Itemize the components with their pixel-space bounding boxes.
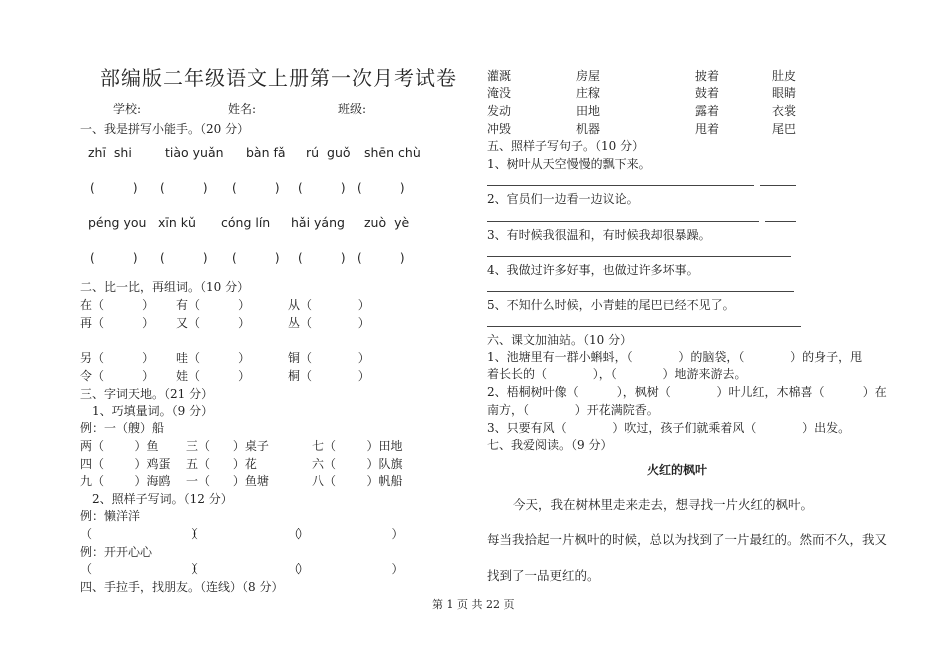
measure-item[interactable]: 六（ ）队旗 xyxy=(312,457,403,471)
answer-line[interactable] xyxy=(487,221,759,222)
answer-line[interactable] xyxy=(765,221,796,222)
match-word[interactable]: 露着 xyxy=(695,104,720,118)
answer-line[interactable] xyxy=(760,185,796,186)
match-word[interactable]: 披着 xyxy=(695,69,720,83)
fill-line[interactable]: 2、梧桐树叶像（ ），枫树（ ）叶儿红，木棉喜（ ）在 xyxy=(487,385,887,399)
section6-heading: 六、课文加油站。（10 分） xyxy=(487,333,633,347)
pinyin-item: zuò yè xyxy=(364,215,410,230)
compare-item[interactable]: 哇（ ） xyxy=(176,351,251,365)
match-word[interactable]: 灌溉 xyxy=(487,69,512,83)
match-word[interactable]: 肚皮 xyxy=(772,69,797,83)
answer-blank[interactable]: ( ) xyxy=(357,181,405,195)
pinyin-item: xīn kǔ xyxy=(158,215,196,230)
measure-item[interactable]: 七（ ）田地 xyxy=(312,439,403,453)
fill-line[interactable]: 3、只要有风（ ）吹过，孩子们就乘着风（ ）出发。 xyxy=(487,421,851,435)
answer-blank[interactable]: ( ) xyxy=(90,251,138,265)
match-word[interactable]: 庄稼 xyxy=(576,86,601,100)
answer-blank[interactable]: （ ） xyxy=(288,527,404,541)
answer-blank[interactable]: ( ) xyxy=(298,251,346,265)
compare-item[interactable]: 铜（ ） xyxy=(288,351,370,365)
answer-line[interactable] xyxy=(487,256,791,257)
compare-item[interactable]: 另（ ） xyxy=(80,351,155,365)
match-word[interactable]: 尾巴 xyxy=(772,122,797,136)
answer-blank[interactable]: （ ） xyxy=(80,562,204,576)
answer-blank[interactable]: （ ） xyxy=(186,527,310,541)
compare-item[interactable]: 有（ ） xyxy=(176,298,251,312)
compare-item[interactable]: 令（ ） xyxy=(80,369,155,383)
answer-blank[interactable]: ( ) xyxy=(90,181,138,195)
name-label: 姓名: xyxy=(228,102,257,116)
pinyin-item: shēn chù xyxy=(364,145,421,160)
pinyin-item: zhī shi xyxy=(88,145,132,160)
example-text: 例：一（艘）船 xyxy=(80,421,165,435)
compare-item[interactable]: 丛（ ） xyxy=(288,316,370,330)
answer-blank[interactable]: ( ) xyxy=(160,251,208,265)
subsection-heading: 1、巧填量词。（9 分） xyxy=(92,404,214,418)
compare-item[interactable]: 又（ ） xyxy=(176,316,251,330)
page-title: 部编版二年级语文上册第一次月考试卷 xyxy=(100,66,457,90)
match-word[interactable]: 冲毁 xyxy=(487,122,512,136)
answer-blank[interactable]: ( ) xyxy=(232,181,280,195)
section7-heading: 七、我爱阅读。（9 分） xyxy=(487,438,613,452)
match-word[interactable]: 淹没 xyxy=(487,86,512,100)
fill-line[interactable]: 着长长的（ ），（ ）地游来游去。 xyxy=(487,367,747,381)
sentence-item: 4、我做过许多好事，也做过许多坏事。 xyxy=(487,263,699,277)
compare-item[interactable]: 再（ ） xyxy=(80,316,155,330)
page-footer: 第 1 页 共 22 页 xyxy=(432,598,515,611)
example-text: 例：懒洋洋 xyxy=(80,509,141,523)
class-label: 班级: xyxy=(338,102,367,116)
sentence-item: 1、树叶从天空慢慢的飘下来。 xyxy=(487,157,651,171)
match-word[interactable]: 机器 xyxy=(576,122,601,136)
compare-item[interactable]: 娃（ ） xyxy=(176,369,251,383)
answer-blank[interactable]: （ ） xyxy=(186,562,310,576)
measure-item[interactable]: 一（ ）鱼塘 xyxy=(186,474,269,488)
answer-blank[interactable]: （ ） xyxy=(288,562,404,576)
sentence-item: 2、官员们一边看一边议论。 xyxy=(487,192,639,206)
match-word[interactable]: 房屋 xyxy=(576,69,601,83)
example-text: 例：开开心心 xyxy=(80,545,153,559)
pinyin-item: péng you xyxy=(88,215,147,230)
compare-item[interactable]: 在（ ） xyxy=(80,298,155,312)
section2-heading: 二、比一比，再组词。（10 分） xyxy=(80,280,250,294)
measure-item[interactable]: 三（ ）桌子 xyxy=(186,439,269,453)
answer-blank[interactable]: ( ) xyxy=(357,251,405,265)
answer-line[interactable] xyxy=(487,185,754,186)
subsection-heading: 2、照样子写词。（12 分） xyxy=(92,492,233,506)
measure-item[interactable]: 八（ ）帆船 xyxy=(312,474,403,488)
answer-blank[interactable]: ( ) xyxy=(160,181,208,195)
match-word[interactable]: 衣裳 xyxy=(772,104,797,118)
pinyin-item: hǎi yáng xyxy=(291,215,345,230)
measure-item[interactable]: 五（ ）花 xyxy=(186,457,257,471)
section1-heading: 一、我是拼写小能手。（20 分） xyxy=(80,122,250,136)
passage-paragraph: 每当我拾起一片枫叶的时候，总以为找到了一片最红的。然而不久，我又 xyxy=(487,532,888,547)
answer-blank[interactable]: ( ) xyxy=(232,251,280,265)
section5-heading: 五、照样子写句子。（10 分） xyxy=(487,139,645,153)
answer-blank[interactable]: （ ） xyxy=(80,527,204,541)
answer-line[interactable] xyxy=(487,326,801,327)
measure-item[interactable]: 四（ ）鸡蛋 xyxy=(80,457,171,471)
sentence-item: 5、不知什么时候，小青蛙的尾巴已经不见了。 xyxy=(487,298,735,312)
pinyin-item: cóng lín xyxy=(221,215,271,230)
passage-paragraph: 今天，我在树林里走来走去，想寻找一片火红的枫叶。 xyxy=(513,497,814,512)
compare-item[interactable]: 桐（ ） xyxy=(288,369,370,383)
fill-line[interactable]: 南方，（ ）开花满院香。 xyxy=(487,403,659,417)
pinyin-item: bàn fǎ xyxy=(246,145,286,160)
match-word[interactable]: 甩着 xyxy=(695,122,720,136)
match-word[interactable]: 田地 xyxy=(576,104,601,118)
section3-heading: 三、字词天地。（21 分） xyxy=(80,387,214,401)
match-word[interactable]: 鼓着 xyxy=(695,86,720,100)
measure-item[interactable]: 两（ ）鱼 xyxy=(80,439,159,453)
answer-line[interactable] xyxy=(487,291,794,292)
match-word[interactable]: 眼睛 xyxy=(772,86,797,100)
passage-paragraph: 找到了一品更红的。 xyxy=(487,568,600,583)
answer-blank[interactable]: ( ) xyxy=(298,181,346,195)
measure-item[interactable]: 九（ ）海鸥 xyxy=(80,474,171,488)
pinyin-item: tiào yuǎn xyxy=(165,145,224,160)
pinyin-item: rú guǒ xyxy=(306,145,351,160)
compare-item[interactable]: 从（ ） xyxy=(288,298,370,312)
school-label: 学校: xyxy=(113,102,142,116)
sentence-item: 3、有时候我很温和，有时候我却很暴躁。 xyxy=(487,228,711,242)
passage-title: 火红的枫叶 xyxy=(647,463,708,477)
fill-line[interactable]: 1、池塘里有一群小蝌蚪，（ ）的脑袋，（ ）的身子，甩 xyxy=(487,350,863,364)
match-word[interactable]: 发动 xyxy=(487,104,512,118)
section4-heading: 四、手拉手，找朋友。（连线）（8 分） xyxy=(80,580,284,594)
